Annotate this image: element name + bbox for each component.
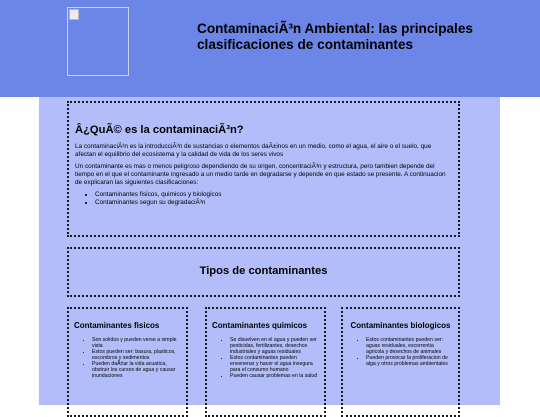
main-content — [39, 97, 500, 405]
intro-heading: Â¿QuÃ© es la contaminaciÃ³n? — [75, 124, 244, 136]
physical-contaminants-card — [67, 307, 188, 417]
card-heading: Contaminantes biologicos — [350, 321, 451, 330]
intro-section — [67, 101, 460, 237]
chemical-contaminants-card — [205, 307, 326, 417]
list-item: • Son solidos y pueden verse a simple vista — [92, 337, 181, 349]
list-item: • Estos contaminantes pueden ser: aguas residuales, escorrentia agricola y desechos de animales — [366, 337, 453, 355]
list-item: • Pueden daÃ±ar la vida acuatica, obstruir los cursos de agua y causar inundaciones — [92, 361, 181, 379]
page-header — [0, 0, 540, 97]
types-heading: Tipos de contaminantes — [199, 265, 328, 277]
card-list — [348, 337, 453, 367]
card-list — [212, 337, 319, 379]
list-item: • Estos contaminantes pueden envenenar y hacer el agua insegura para el consumo humano — [230, 355, 319, 373]
list-item: • Estos pueden ser: basura, plasticos, escombros y sedimentos — [92, 349, 181, 361]
list-item: • Contaminantes segun su degradaciÃ³n — [95, 199, 452, 207]
list-item: • Se disuelven en el agua y pueden ser pesticidas, fertilizantes, desechos industriales y aguas residuales — [230, 337, 319, 355]
logo-image-placeholder — [67, 7, 129, 76]
list-item: • Pueden provocar la proliferacion de alga y otros problemas ambientales — [366, 355, 453, 367]
card-heading: Contaminantes fisicos — [74, 321, 160, 330]
broken-image-icon — [69, 9, 79, 20]
intro-paragraph-1: La contaminaciÃ³n es la introducciÃ³n de sustancias o elementos daÃ±inos en un medio, como el agua, el aire o el suelo, que afectan el equilibrio del ecosistema y la calidad de vida de los seres vivos — [75, 143, 432, 158]
page-title: ContaminaciÃ³n Ambiental: las principales clasificaciones de contaminantes — [197, 21, 473, 52]
biological-contaminants-card — [341, 307, 460, 417]
card-heading: Contaminantes quimicos — [212, 321, 308, 330]
card-list — [74, 337, 181, 379]
intro-paragraph-2: Un contaminante es mas o menos peligroso dependiendo de su origen, concentraciÃ³n y estructura, pero tambien depende del tiempo en el que el contaminante ingresado a un medio tarde en degradarse y depende en que estado se presente. A continuacion de explicaran las siguientes clasificaciones: — [75, 163, 446, 186]
intro-list — [75, 191, 452, 207]
list-item: • Contaminantes fisicos, quimicos y biologicos — [95, 191, 452, 199]
types-section — [67, 247, 460, 297]
list-item: • Pueden causar problemas en la salud — [230, 373, 319, 379]
